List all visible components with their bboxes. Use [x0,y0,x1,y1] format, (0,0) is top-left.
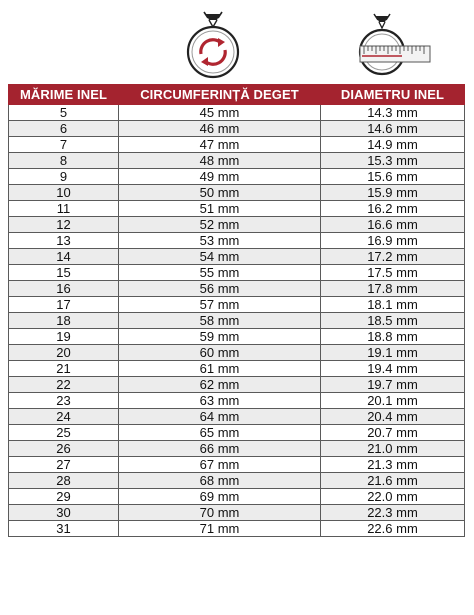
ring-size-cell: 7 [9,137,119,153]
circumference-cell: 54 mm [119,249,321,265]
diameter-cell: 14.9 mm [321,137,465,153]
table-row [9,425,465,441]
ring-size-cell: 18 [9,313,119,329]
table-row [9,313,465,329]
circumference-cell: 50 mm [119,185,321,201]
table-row [9,169,465,185]
diameter-cell: 18.5 mm [321,313,465,329]
ring-circumference-icon [182,10,244,80]
circumference-cell: 66 mm [119,441,321,457]
diameter-cell: 17.5 mm [321,265,465,281]
ring-size-cell: 24 [9,409,119,425]
diameter-cell: 15.9 mm [321,185,465,201]
table-row [9,489,465,505]
icon-row [0,0,474,84]
ring-size-cell: 14 [9,249,119,265]
circumference-cell: 70 mm [119,505,321,521]
circumference-cell: 59 mm [119,329,321,345]
table-row [9,457,465,473]
ring-size-cell: 12 [9,217,119,233]
diameter-cell: 14.6 mm [321,121,465,137]
table-row [9,217,465,233]
table-row [9,409,465,425]
ring-diameter-ruler-icon [354,12,434,80]
ring-size-cell: 23 [9,393,119,409]
diameter-cell: 17.8 mm [321,281,465,297]
ring-size-cell: 21 [9,361,119,377]
ring-size-cell: 31 [9,521,119,537]
ring-size-cell: 26 [9,441,119,457]
ring-size-cell: 9 [9,169,119,185]
circumference-cell: 57 mm [119,297,321,313]
ring-size-cell: 22 [9,377,119,393]
diameter-cell: 18.1 mm [321,297,465,313]
table-row [9,297,465,313]
diameter-cell: 14.3 mm [321,105,465,121]
diameter-cell: 15.3 mm [321,153,465,169]
circumference-cell: 49 mm [119,169,321,185]
diameter-cell: 18.8 mm [321,329,465,345]
circumference-cell: 52 mm [119,217,321,233]
ring-size-cell: 13 [9,233,119,249]
table-row [9,233,465,249]
ring-size-cell: 20 [9,345,119,361]
table-row [9,201,465,217]
table-row [9,249,465,265]
circumference-cell: 47 mm [119,137,321,153]
table-row [9,361,465,377]
table-header-row [9,85,465,105]
diameter-cell: 19.4 mm [321,361,465,377]
table-row [9,441,465,457]
table-row [9,281,465,297]
circumference-cell: 65 mm [119,425,321,441]
table-body [9,105,465,537]
ring-size-cell: 28 [9,473,119,489]
ring-size-cell: 11 [9,201,119,217]
diameter-cell: 21.3 mm [321,457,465,473]
diameter-cell: 20.1 mm [321,393,465,409]
table-row [9,345,465,361]
circumference-cell: 71 mm [119,521,321,537]
circumference-cell: 55 mm [119,265,321,281]
table-row [9,329,465,345]
diameter-cell: 19.1 mm [321,345,465,361]
table-row [9,153,465,169]
ring-size-cell: 16 [9,281,119,297]
circumference-cell: 62 mm [119,377,321,393]
ring-size-cell: 30 [9,505,119,521]
ring-size-cell: 8 [9,153,119,169]
ring-size-cell: 27 [9,457,119,473]
circumference-cell: 51 mm [119,201,321,217]
ring-size-cell: 15 [9,265,119,281]
diameter-cell: 16.9 mm [321,233,465,249]
diameter-cell: 22.3 mm [321,505,465,521]
ring-size-cell: 17 [9,297,119,313]
ring-size-cell: 6 [9,121,119,137]
table-row [9,185,465,201]
table-row [9,121,465,137]
table-row [9,473,465,489]
table-row [9,393,465,409]
diameter-cell: 22.6 mm [321,521,465,537]
table-row [9,137,465,153]
diameter-cell: 21.0 mm [321,441,465,457]
diameter-cell: 19.7 mm [321,377,465,393]
circumference-cell: 56 mm [119,281,321,297]
ring-size-cell: 25 [9,425,119,441]
circumference-cell: 45 mm [119,105,321,121]
diameter-cell: 20.7 mm [321,425,465,441]
table-row [9,521,465,537]
circumference-cell: 64 mm [119,409,321,425]
header-ring-diameter: DIAMETRU INEL [321,85,465,105]
diameter-cell: 15.6 mm [321,169,465,185]
table-row [9,505,465,521]
circumference-cell: 61 mm [119,361,321,377]
ring-size-cell: 5 [9,105,119,121]
diameter-cell: 16.6 mm [321,217,465,233]
circumference-cell: 48 mm [119,153,321,169]
circumference-cell: 69 mm [119,489,321,505]
header-finger-circumference: CIRCUMFERINȚĂ DEGET [119,85,321,105]
table-row [9,105,465,121]
circumference-cell: 60 mm [119,345,321,361]
circumference-cell: 46 mm [119,121,321,137]
table-row [9,377,465,393]
circumference-cell: 63 mm [119,393,321,409]
circumference-cell: 58 mm [119,313,321,329]
ring-size-cell: 19 [9,329,119,345]
diameter-cell: 16.2 mm [321,201,465,217]
header-ring-size: MĂRIME INEL [9,85,119,105]
diameter-cell: 22.0 mm [321,489,465,505]
table-row [9,265,465,281]
circumference-cell: 67 mm [119,457,321,473]
ring-size-cell: 29 [9,489,119,505]
diameter-cell: 21.6 mm [321,473,465,489]
ring-size-table [8,84,465,537]
circumference-cell: 53 mm [119,233,321,249]
diameter-cell: 17.2 mm [321,249,465,265]
diameter-cell: 20.4 mm [321,409,465,425]
ring-size-cell: 10 [9,185,119,201]
circumference-cell: 68 mm [119,473,321,489]
